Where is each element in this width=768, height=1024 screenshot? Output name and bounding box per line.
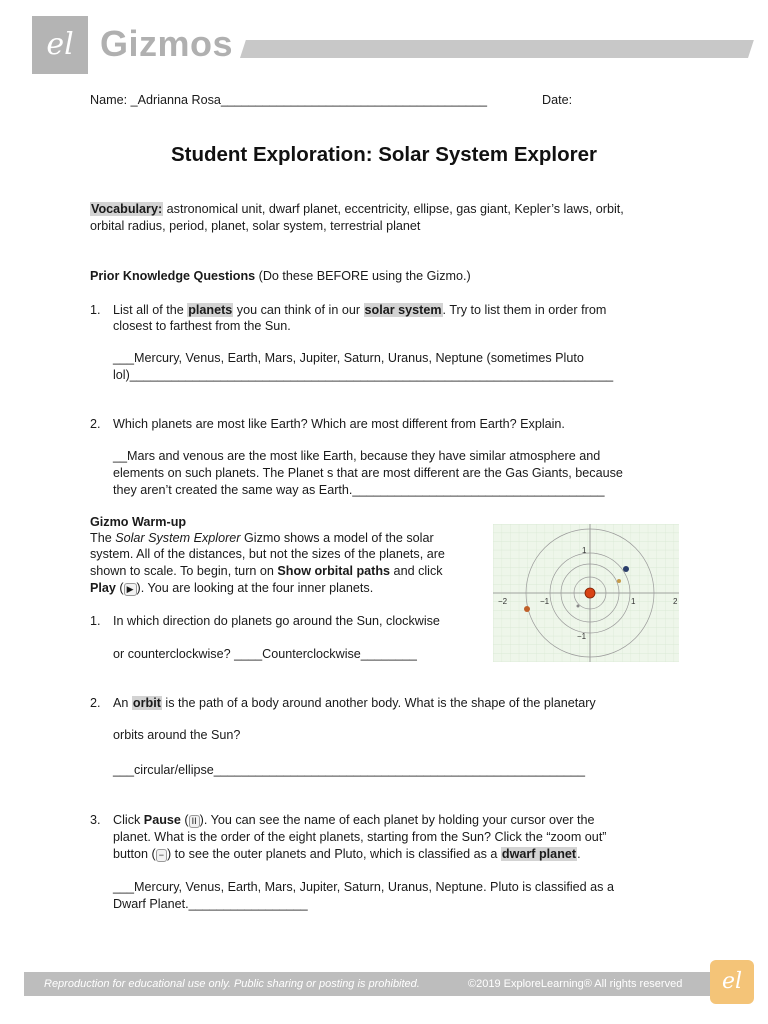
term-dwarf-planet: dwarf planet <box>501 847 577 861</box>
warmup-p4-pre: ( <box>115 581 124 595</box>
planet-venus-marker <box>617 579 621 583</box>
warmup-p3-post: and click <box>390 564 443 578</box>
warmup-line-4 <box>90 580 490 597</box>
warmup-q3-line3-pre: button ( <box>113 847 156 861</box>
warmup-heading: Gizmo Warm-up <box>90 515 187 529</box>
sun-marker <box>585 588 595 598</box>
x-tick-label: 1 <box>631 597 636 606</box>
vocabulary-line-2: orbital radius, period, planet, solar system, terrestrial planet <box>90 219 421 233</box>
vocabulary-label: Vocabulary: <box>91 202 163 216</box>
planet-mars-marker <box>524 606 530 612</box>
warmup-q1-number: 1. <box>90 614 101 628</box>
explorelearning-el-icon: el <box>46 27 74 62</box>
prior-q1-pre: List all of the <box>113 303 188 317</box>
warmup-q3-pre: Click <box>113 813 144 827</box>
y-tick-label: −1 <box>577 632 587 641</box>
prior-heading-bold: Prior Knowledge Questions <box>90 269 256 283</box>
footer-copyright: ©2019 ExploreLearning® All rights reserved <box>468 978 683 990</box>
prior-q2-answer-3: they aren’t created the same way as Earth.____________________________________ <box>113 483 605 497</box>
prior-q1-number: 1. <box>90 303 101 317</box>
prior-q2-number: 2. <box>90 417 101 431</box>
prior-q1-line-1 <box>113 302 683 319</box>
header-bar <box>240 40 754 58</box>
planet-mercury-marker <box>577 605 580 608</box>
prior-q1-mid: you can think of in our <box>233 303 364 317</box>
name-field: Name: _Adrianna Rosa______________________________________ <box>90 93 488 107</box>
prior-q1-answer-2: lol)_____________________________________________________________________ <box>113 368 614 382</box>
warmup-q2-line-2: orbits around the Sun? <box>113 728 241 742</box>
pause-icon: II <box>189 815 200 828</box>
warmup-q2-answer: ___circular/ellipse_____________________________________________________ <box>113 763 586 777</box>
pause-label: Pause <box>143 813 181 827</box>
solar-system-orbit-graph <box>493 524 679 662</box>
warmup-q1-question: In which direction do planets go around the Sun, clockwise <box>113 614 440 628</box>
warmup-q3-line-3 <box>113 846 683 863</box>
prior-q2-question: Which planets are most like Earth? Which are most different from Earth? Explain. <box>113 417 565 431</box>
x-tick-label: −1 <box>540 597 550 606</box>
warmup-q2-number: 2. <box>90 696 101 710</box>
date-field: Date: <box>542 93 573 107</box>
play-icon: ▶ <box>124 583 137 596</box>
play-label: Play <box>90 581 116 595</box>
warmup-q3-answer-2: Dwarf Planet._________________ <box>113 897 308 911</box>
prior-q2-answer-2: elements on such planets. The Planet s that are most different are the Gas Giants, because <box>113 466 623 480</box>
prior-knowledge-heading <box>90 268 690 285</box>
warmup-q2-post: is the path of a body around another body. What is the shape of the planetary <box>161 696 596 710</box>
warmup-q3-open: ( <box>180 813 189 827</box>
planet-earth-marker <box>623 566 629 572</box>
warmup-p1-pre: The <box>90 531 116 545</box>
warmup-q3-post: ). You can see the name of each planet by holding your cursor over the <box>199 813 595 827</box>
gizmos-logo <box>32 16 88 74</box>
warmup-p1-post: Gizmo shows a model of the solar <box>240 531 434 545</box>
explorelearning-logo-icon: el <box>710 960 754 1004</box>
warmup-q1-answer: or counterclockwise? ____Counterclockwise________ <box>113 647 417 661</box>
term-planets: planets <box>188 303 233 317</box>
zoom-out-icon: − <box>156 849 167 862</box>
warmup-q2-line-1 <box>113 695 683 712</box>
footer-disclaimer: Reproduction for educational use only. Public sharing or posting is prohibited. <box>44 978 420 990</box>
term-orbit: orbit <box>132 696 161 710</box>
vocabulary-line-1 <box>90 201 690 218</box>
warmup-p4-post: ). You are looking at the four inner planets. <box>136 581 374 595</box>
warmup-line-3 <box>90 563 490 580</box>
warmup-q3-line-1 <box>113 812 683 829</box>
warmup-p3-pre: shown to scale. To begin, turn on <box>90 564 278 578</box>
prior-heading-note: (Do these BEFORE using the Gizmo.) <box>255 269 471 283</box>
page-title: Student Exploration: Solar System Explorer <box>170 143 598 166</box>
warmup-q2-pre: An <box>113 696 132 710</box>
prior-q2-answer-1: __Mars and venous are the most like Earth, because they have similar atmosphere and <box>113 449 601 463</box>
warmup-line-1 <box>90 530 490 547</box>
vocabulary-terms-1: astronomical unit, dwarf planet, eccentricity, ellipse, gas giant, Kepler’s laws, orbit, <box>163 202 624 216</box>
x-tick-label: −2 <box>498 597 508 606</box>
warmup-line-2: system. All of the distances, but not the sizes of the planets, are <box>90 547 445 561</box>
prior-q1-post: . Try to list them in order from <box>442 303 607 317</box>
brand-name: Gizmos <box>100 23 234 64</box>
warmup-q3-line3-mid: ) to see the outer planets and Pluto, which is classified as a <box>166 847 501 861</box>
warmup-q3-number: 3. <box>90 813 101 827</box>
prior-q1-answer-1: ___Mercury, Venus, Earth, Mars, Jupiter, Saturn, Uranus, Neptune (sometimes Pluto <box>113 351 584 365</box>
prior-q1-line-2: closest to farthest from the Sun. <box>113 319 291 333</box>
show-orbital-paths-label: Show orbital paths <box>277 564 391 578</box>
warmup-q3-line-2: planet. What is the order of the eight planets, starting from the Sun? Click the “zoom out” <box>113 830 607 844</box>
y-tick-label: 1 <box>582 546 587 555</box>
x-tick-label: 2 <box>673 597 678 606</box>
term-solar-system: solar system <box>364 303 442 317</box>
warmup-q3-answer-1: ___Mercury, Venus, Earth, Mars, Jupiter, Saturn, Uranus, Neptune. Pluto is classified as a <box>113 880 614 894</box>
warmup-q3-line3-post: . <box>577 847 581 861</box>
gizmo-name: Solar System Explorer <box>115 531 241 545</box>
